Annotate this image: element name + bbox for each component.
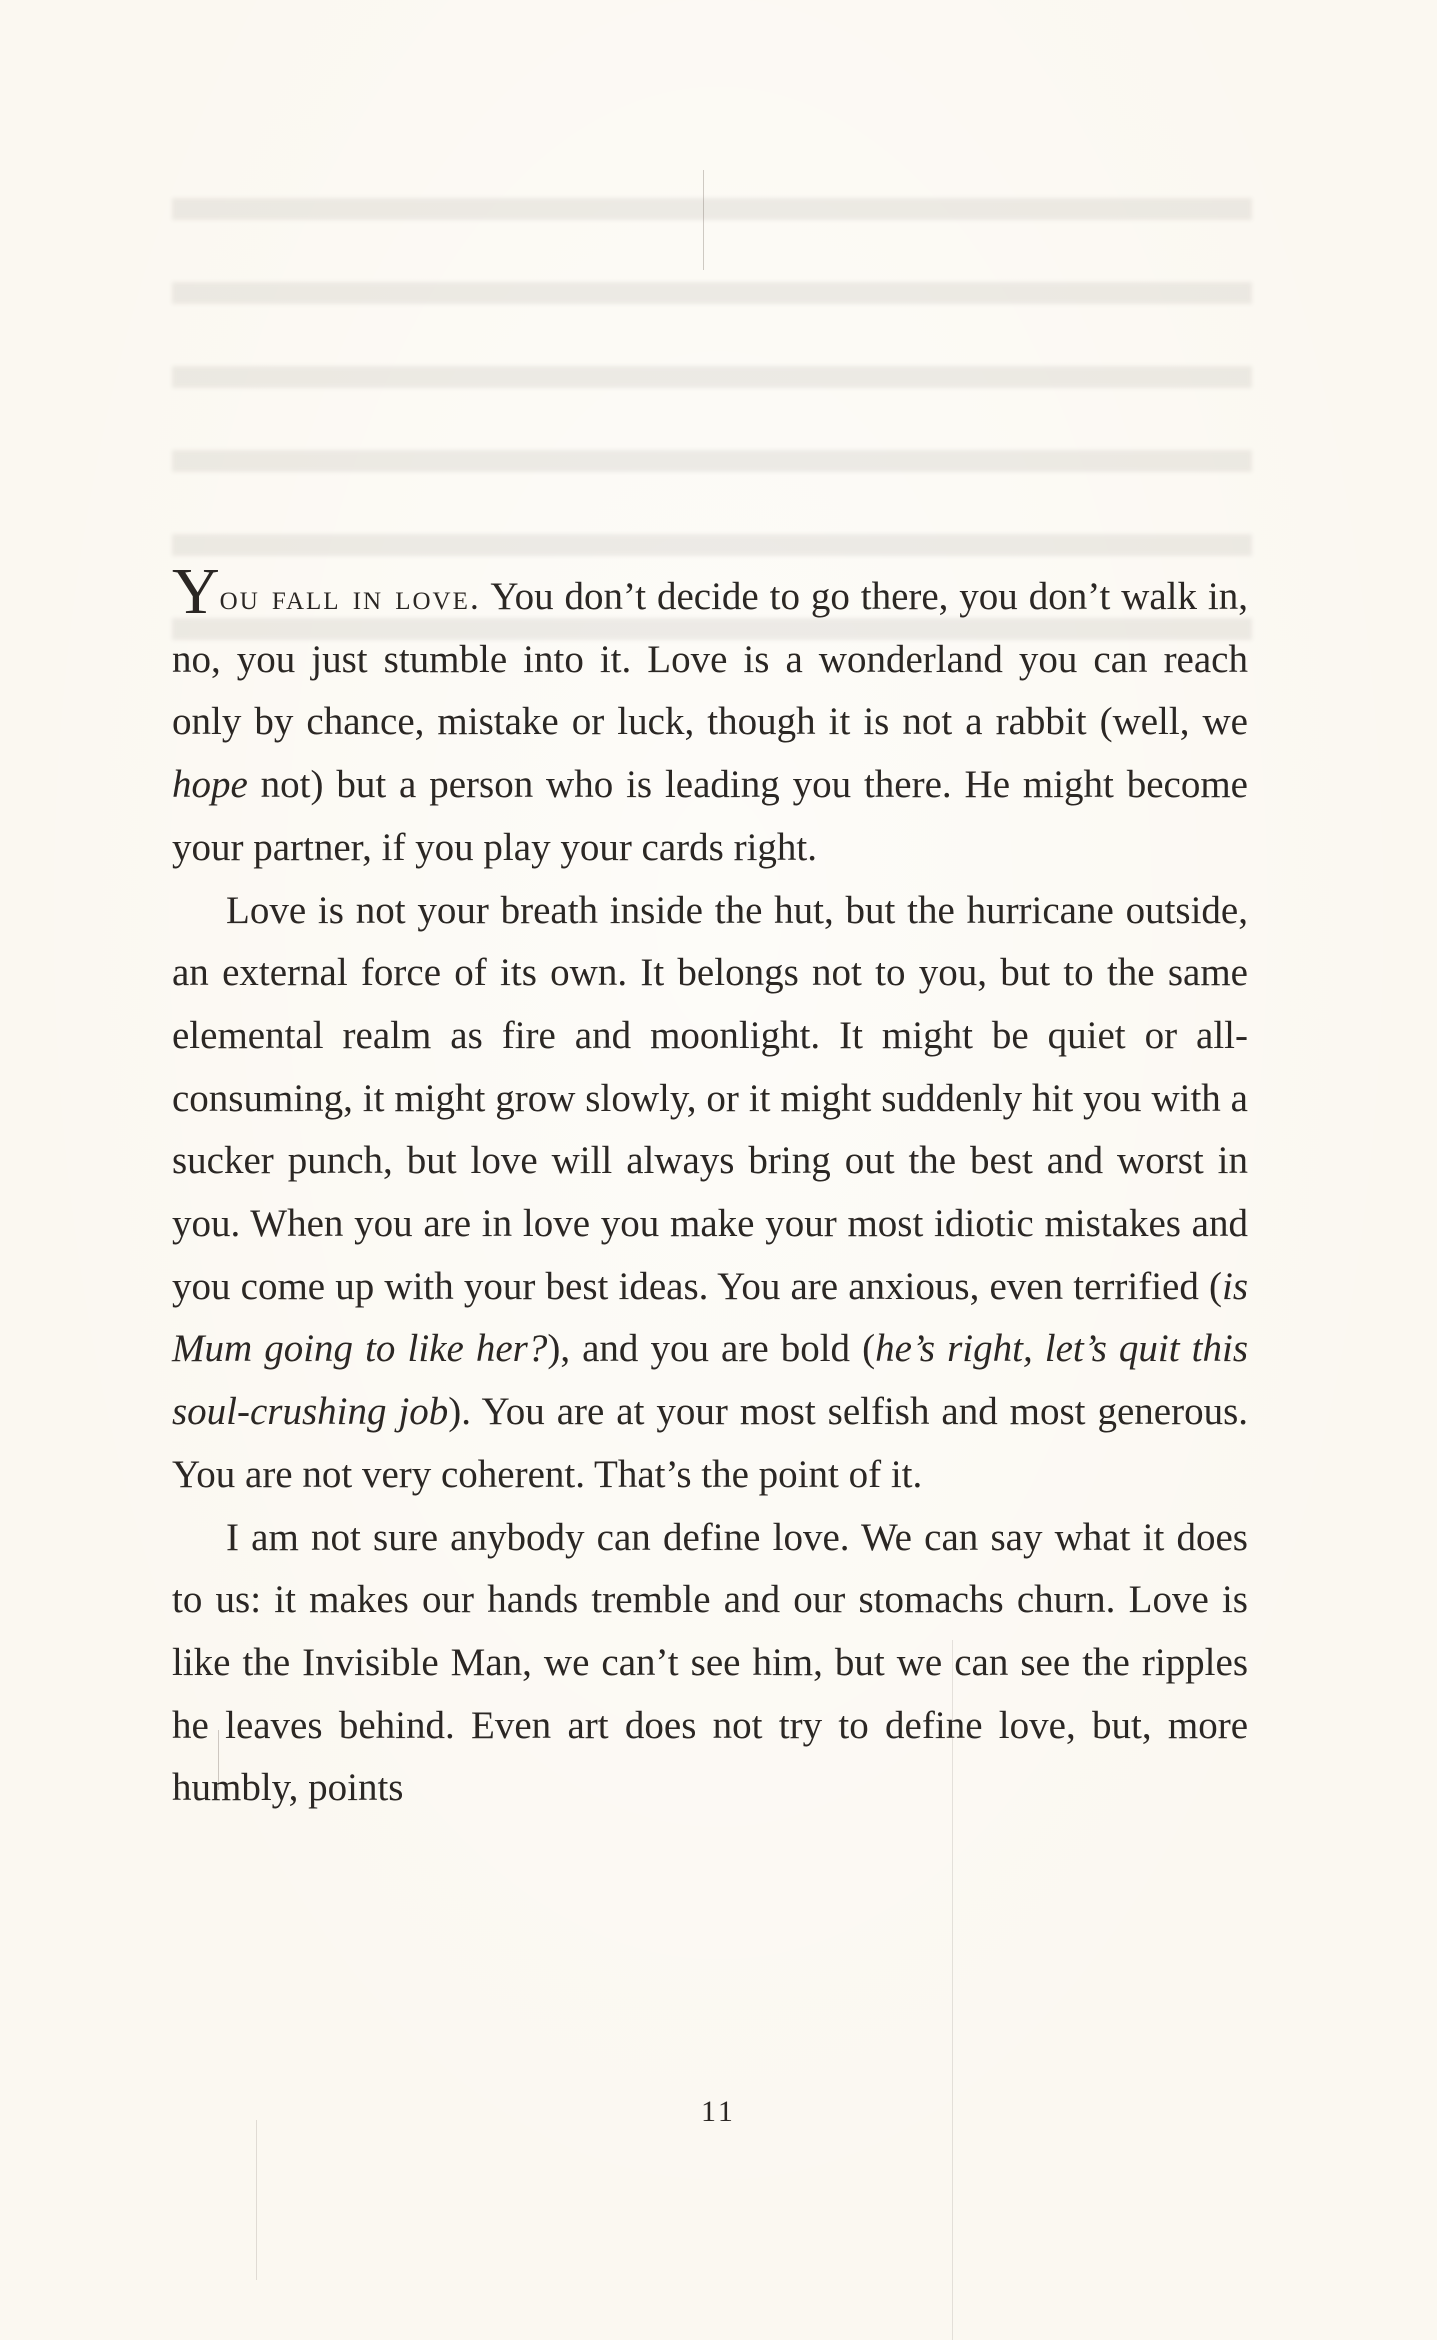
paragraph-1-text-b: not) but a person who is leading you there. He might become your partner, if you play your cards right. xyxy=(172,763,1248,869)
paragraph-1 xyxy=(172,555,1248,880)
paper-scratch xyxy=(703,170,704,270)
paragraph-2-text-a: Love is not your breath inside the hut, but the hurricane outside, an external force of its own. It belongs not to you, but to the same elemental realm as fire and moonlight. It might be quiet or all-consuming, it might grow slowly, or it might suddenly hit you with a sucker punch, but love will always bring out the best and worst in you. When you are in love you make your most idiotic mistakes and you come up with your best ideas. You are anxious, even terrified ( xyxy=(172,888,1248,1308)
paragraph-2-text-b: ), and you are bold ( xyxy=(547,1327,876,1371)
body-text xyxy=(172,555,1249,1820)
paragraph-2-emphasis-b: he’s right, let’s quit this soul-crushing job xyxy=(172,1327,1248,1434)
paragraph-1-text-a: You don’t decide to go there, you don’t walk in, no, you just stumble into it. Love is a wonderland you can reach only by chance, mistake or luck, though it is not a rabbit (well, we xyxy=(172,575,1248,744)
opening-small-caps: ou fall in love. xyxy=(219,577,481,617)
paragraph-2-text-c: ). You are at your most selfish and most generous. You are not very coherent. That’s the point of it. xyxy=(172,1390,1249,1496)
paper-scratch xyxy=(256,2120,257,2280)
drop-cap: Y xyxy=(172,555,220,628)
paragraph-1-emphasis: hope xyxy=(172,763,248,807)
paragraph-2-emphasis-a: is Mum going to like her? xyxy=(172,1264,1248,1371)
paragraph-3 xyxy=(172,1507,1248,1821)
paragraph-3-text: I am not sure anybody can define love. We can say what it does to us: it makes our hands tremble and our stomachs churn. Love is like the Invisible Man, we can’t see him, but we can see the ripples he leaves behind. Even art does not try to define love, but, more humbly, points xyxy=(172,1515,1248,1810)
paragraph-2 xyxy=(172,880,1248,1507)
page-number: 11 xyxy=(701,2095,736,2128)
